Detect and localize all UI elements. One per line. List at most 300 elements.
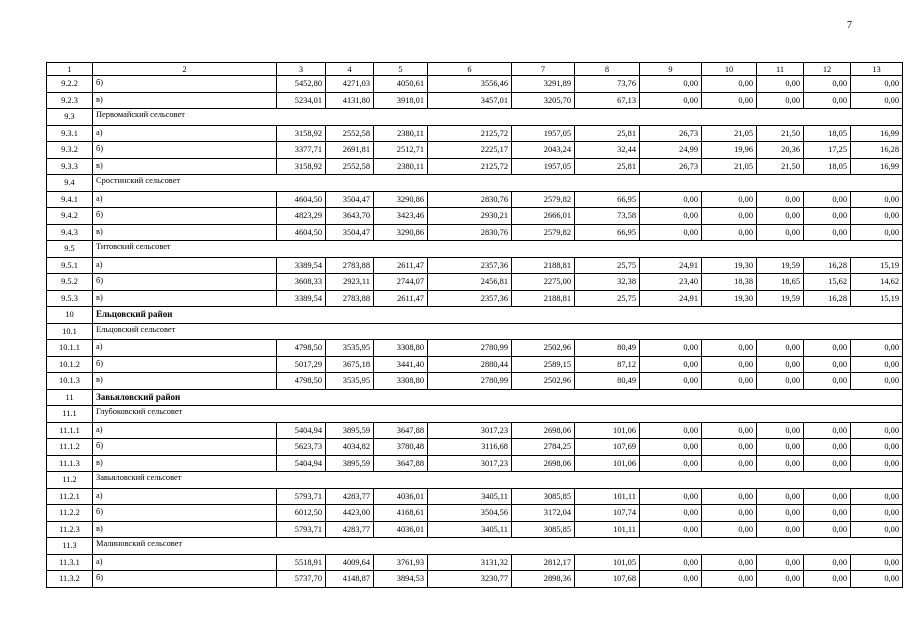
settlement-title: Ельцовский сельсовет xyxy=(93,323,903,340)
value-cell: 3085,85 xyxy=(512,521,575,538)
row-code: 9.4 xyxy=(47,175,93,192)
column-header: 4 xyxy=(326,63,374,76)
value-cell: 3535,95 xyxy=(326,373,374,390)
value-cell: 2357,36 xyxy=(428,290,512,307)
value-cell: 3761,93 xyxy=(374,554,428,571)
row-code: 9.4.3 xyxy=(47,224,93,241)
value-cell: 101,11 xyxy=(575,521,640,538)
row-code: 11.2.1 xyxy=(47,488,93,505)
settlement-row xyxy=(47,472,903,489)
value-cell: 0,00 xyxy=(851,521,903,538)
value-cell: 3535,95 xyxy=(326,340,374,357)
row-code: 11 xyxy=(47,389,93,406)
value-cell: 0,00 xyxy=(851,208,903,225)
value-cell: 2456,81 xyxy=(428,274,512,291)
page-number: 7 xyxy=(847,20,852,31)
row-code: 9.4.1 xyxy=(47,191,93,208)
value-cell: 3230,77 xyxy=(428,571,512,588)
value-cell: 101,06 xyxy=(575,422,640,439)
value-cell: 6012,50 xyxy=(277,505,326,522)
variant-label: а) xyxy=(93,340,277,357)
value-cell: 4036,01 xyxy=(374,521,428,538)
value-cell: 4798,50 xyxy=(277,373,326,390)
value-cell: 0,00 xyxy=(640,224,702,241)
value-cell: 101,11 xyxy=(575,488,640,505)
table-row xyxy=(47,158,903,175)
value-cell: 0,00 xyxy=(702,521,757,538)
value-cell: 16,28 xyxy=(804,257,851,274)
value-cell: 32,44 xyxy=(575,142,640,159)
value-cell: 5017,29 xyxy=(277,356,326,373)
row-code: 9.4.2 xyxy=(47,208,93,225)
value-cell: 66,95 xyxy=(575,224,640,241)
value-cell: 0,00 xyxy=(851,571,903,588)
value-cell: 15,19 xyxy=(851,290,903,307)
row-code: 11.3 xyxy=(47,538,93,555)
value-cell: 0,00 xyxy=(702,340,757,357)
value-cell: 0,00 xyxy=(804,571,851,588)
value-cell: 5452,80 xyxy=(277,76,326,93)
value-cell: 21,50 xyxy=(757,158,804,175)
value-cell: 19,96 xyxy=(702,142,757,159)
row-code: 9.2.3 xyxy=(47,92,93,109)
value-cell: 4034,82 xyxy=(326,439,374,456)
value-cell: 2125,72 xyxy=(428,158,512,175)
value-cell: 2552,58 xyxy=(326,125,374,142)
value-cell: 2780,99 xyxy=(428,373,512,390)
value-cell: 16,99 xyxy=(851,125,903,142)
table-body xyxy=(47,76,903,588)
value-cell: 14,62 xyxy=(851,274,903,291)
row-code: 11.1.1 xyxy=(47,422,93,439)
variant-label: в) xyxy=(93,521,277,538)
value-cell: 0,00 xyxy=(851,92,903,109)
value-cell: 21,05 xyxy=(702,158,757,175)
variant-label: б) xyxy=(93,76,277,93)
value-cell: 26,73 xyxy=(640,158,702,175)
variant-label: а) xyxy=(93,488,277,505)
value-cell: 0,00 xyxy=(640,439,702,456)
column-header: 7 xyxy=(512,63,575,76)
value-cell: 0,00 xyxy=(757,191,804,208)
value-cell: 3895,59 xyxy=(326,422,374,439)
value-cell: 80,49 xyxy=(575,373,640,390)
value-cell: 2512,71 xyxy=(374,142,428,159)
value-cell: 2666,01 xyxy=(512,208,575,225)
value-cell: 3405,11 xyxy=(428,488,512,505)
value-cell: 2691,81 xyxy=(326,142,374,159)
row-code: 10 xyxy=(47,307,93,324)
value-cell: 2784,25 xyxy=(512,439,575,456)
value-cell: 0,00 xyxy=(804,340,851,357)
value-cell: 0,00 xyxy=(757,373,804,390)
table-row xyxy=(47,76,903,93)
value-cell: 0,00 xyxy=(640,571,702,588)
value-cell: 0,00 xyxy=(851,76,903,93)
value-cell: 0,00 xyxy=(640,455,702,472)
value-cell: 0,00 xyxy=(702,76,757,93)
table-row xyxy=(47,224,903,241)
value-cell: 0,00 xyxy=(640,340,702,357)
value-cell: 0,00 xyxy=(757,571,804,588)
value-cell: 4131,80 xyxy=(326,92,374,109)
value-cell: 5623,73 xyxy=(277,439,326,456)
column-header: 6 xyxy=(428,63,512,76)
value-cell: 0,00 xyxy=(640,422,702,439)
value-cell: 2589,15 xyxy=(512,356,575,373)
value-cell: 18,38 xyxy=(702,274,757,291)
value-cell: 0,00 xyxy=(702,455,757,472)
value-cell: 2225,17 xyxy=(428,142,512,159)
value-cell: 3290,86 xyxy=(374,191,428,208)
value-cell: 0,00 xyxy=(640,505,702,522)
value-cell: 2830,76 xyxy=(428,191,512,208)
settlement-title: Сростинский сельсовет xyxy=(93,175,903,192)
value-cell: 0,00 xyxy=(851,373,903,390)
value-cell: 25,81 xyxy=(575,125,640,142)
value-cell: 0,00 xyxy=(804,76,851,93)
table-row xyxy=(47,554,903,571)
value-cell: 0,00 xyxy=(851,224,903,241)
value-cell: 3205,70 xyxy=(512,92,575,109)
value-cell: 2357,36 xyxy=(428,257,512,274)
value-cell: 0,00 xyxy=(640,488,702,505)
value-cell: 2783,88 xyxy=(326,290,374,307)
row-code: 11.3.2 xyxy=(47,571,93,588)
value-cell: 0,00 xyxy=(702,191,757,208)
value-cell: 0,00 xyxy=(702,92,757,109)
value-cell: 23,40 xyxy=(640,274,702,291)
value-cell: 0,00 xyxy=(640,191,702,208)
table-row xyxy=(47,257,903,274)
value-cell: 2380,11 xyxy=(374,125,428,142)
value-cell: 3308,80 xyxy=(374,373,428,390)
value-cell: 0,00 xyxy=(851,488,903,505)
value-cell: 2125,72 xyxy=(428,125,512,142)
value-cell: 3504,47 xyxy=(326,224,374,241)
value-cell: 107,68 xyxy=(575,571,640,588)
row-code: 9.3.3 xyxy=(47,158,93,175)
settlement-title: Первомайский сельсовет xyxy=(93,109,903,126)
value-cell: 66,95 xyxy=(575,191,640,208)
value-cell: 2830,76 xyxy=(428,224,512,241)
value-cell: 0,00 xyxy=(640,208,702,225)
column-header: 1 xyxy=(47,63,93,76)
variant-label: в) xyxy=(93,373,277,390)
value-cell: 0,00 xyxy=(804,422,851,439)
value-cell: 3423,46 xyxy=(374,208,428,225)
value-cell: 25,75 xyxy=(575,290,640,307)
value-cell: 3377,71 xyxy=(277,142,326,159)
settlement-row xyxy=(47,109,903,126)
value-cell: 3158,92 xyxy=(277,158,326,175)
value-cell: 0,00 xyxy=(757,208,804,225)
value-cell: 20,36 xyxy=(757,142,804,159)
value-cell: 3308,80 xyxy=(374,340,428,357)
value-cell: 3504,56 xyxy=(428,505,512,522)
value-cell: 4050,61 xyxy=(374,76,428,93)
value-cell: 0,00 xyxy=(702,356,757,373)
variant-label: б) xyxy=(93,356,277,373)
value-cell: 4604,50 xyxy=(277,224,326,241)
value-cell: 0,00 xyxy=(757,455,804,472)
column-header: 12 xyxy=(804,63,851,76)
settlement-row xyxy=(47,241,903,258)
variant-label: а) xyxy=(93,257,277,274)
district-row xyxy=(47,389,903,406)
value-cell: 101,06 xyxy=(575,455,640,472)
value-cell: 101,05 xyxy=(575,554,640,571)
value-cell: 67,13 xyxy=(575,92,640,109)
variant-label: в) xyxy=(93,92,277,109)
value-cell: 0,00 xyxy=(757,505,804,522)
table-row xyxy=(47,290,903,307)
row-code: 9.5 xyxy=(47,241,93,258)
value-cell: 2898,36 xyxy=(512,571,575,588)
value-cell: 2783,88 xyxy=(326,257,374,274)
table-row xyxy=(47,274,903,291)
value-cell: 0,00 xyxy=(640,92,702,109)
variant-label: в) xyxy=(93,290,277,307)
settlement-title: Завьяловский сельсовет xyxy=(93,472,903,489)
row-code: 10.1 xyxy=(47,323,93,340)
district-row xyxy=(47,307,903,324)
column-header: 5 xyxy=(374,63,428,76)
value-cell: 3158,92 xyxy=(277,125,326,142)
settlement-title: Титовский сельсовет xyxy=(93,241,903,258)
value-cell: 2812,17 xyxy=(512,554,575,571)
row-code: 11.2 xyxy=(47,472,93,489)
value-cell: 0,00 xyxy=(702,224,757,241)
settlement-title: Малиновский сельсовет xyxy=(93,538,903,555)
value-cell: 4283,77 xyxy=(326,488,374,505)
value-cell: 3389,54 xyxy=(277,290,326,307)
value-cell: 3780,48 xyxy=(374,439,428,456)
value-cell: 3647,88 xyxy=(374,422,428,439)
table-row xyxy=(47,488,903,505)
value-cell: 0,00 xyxy=(757,76,804,93)
value-cell: 19,30 xyxy=(702,290,757,307)
column-header: 10 xyxy=(702,63,757,76)
value-cell: 0,00 xyxy=(804,554,851,571)
value-cell: 0,00 xyxy=(804,521,851,538)
value-cell: 4036,01 xyxy=(374,488,428,505)
value-cell: 2380,11 xyxy=(374,158,428,175)
value-cell: 21,05 xyxy=(702,125,757,142)
value-cell: 0,00 xyxy=(851,439,903,456)
table-row xyxy=(47,505,903,522)
value-cell: 0,00 xyxy=(851,340,903,357)
settlement-title: Глубоковский сельсовет xyxy=(93,406,903,423)
settlement-row xyxy=(47,175,903,192)
value-cell: 1957,05 xyxy=(512,125,575,142)
table-row xyxy=(47,92,903,109)
variant-label: а) xyxy=(93,125,277,142)
table-row xyxy=(47,191,903,208)
variant-label: б) xyxy=(93,208,277,225)
value-cell: 17,25 xyxy=(804,142,851,159)
value-cell: 3608,33 xyxy=(277,274,326,291)
value-cell: 3116,68 xyxy=(428,439,512,456)
settlement-row xyxy=(47,323,903,340)
value-cell: 0,00 xyxy=(851,505,903,522)
value-cell: 5234,01 xyxy=(277,92,326,109)
value-cell: 0,00 xyxy=(757,554,804,571)
variant-label: б) xyxy=(93,505,277,522)
value-cell: 0,00 xyxy=(640,554,702,571)
value-cell: 5793,71 xyxy=(277,521,326,538)
value-cell: 3017,23 xyxy=(428,422,512,439)
row-code: 9.3.1 xyxy=(47,125,93,142)
value-cell: 0,00 xyxy=(757,439,804,456)
value-cell: 87,12 xyxy=(575,356,640,373)
column-header: 2 xyxy=(93,63,277,76)
value-cell: 2188,81 xyxy=(512,290,575,307)
value-cell: 2698,06 xyxy=(512,422,575,439)
value-cell: 0,00 xyxy=(851,455,903,472)
value-cell: 18,65 xyxy=(757,274,804,291)
variant-label: в) xyxy=(93,455,277,472)
value-cell: 73,76 xyxy=(575,76,640,93)
value-cell: 4009,64 xyxy=(326,554,374,571)
row-code: 10.1.3 xyxy=(47,373,93,390)
value-cell: 3290,86 xyxy=(374,224,428,241)
district-title: Завьяловский район xyxy=(93,389,903,406)
value-cell: 4283,77 xyxy=(326,521,374,538)
value-cell: 19,30 xyxy=(702,257,757,274)
value-cell: 2502,96 xyxy=(512,340,575,357)
value-cell: 3457,01 xyxy=(428,92,512,109)
value-cell: 19,59 xyxy=(757,257,804,274)
row-code: 9.5.2 xyxy=(47,274,93,291)
value-cell: 0,00 xyxy=(757,224,804,241)
row-code: 11.2.3 xyxy=(47,521,93,538)
value-cell: 0,00 xyxy=(757,340,804,357)
value-cell: 24,91 xyxy=(640,257,702,274)
variant-label: б) xyxy=(93,571,277,588)
value-cell: 1957,05 xyxy=(512,158,575,175)
value-cell: 3017,23 xyxy=(428,455,512,472)
variant-label: а) xyxy=(93,422,277,439)
value-cell: 2611,47 xyxy=(374,290,428,307)
variant-label: б) xyxy=(93,142,277,159)
tariff-table xyxy=(46,62,903,588)
value-cell: 0,00 xyxy=(757,356,804,373)
value-cell: 2744,07 xyxy=(374,274,428,291)
value-cell: 0,00 xyxy=(757,488,804,505)
value-cell: 3643,70 xyxy=(326,208,374,225)
value-cell: 4148,87 xyxy=(326,571,374,588)
value-cell: 0,00 xyxy=(804,439,851,456)
value-cell: 0,00 xyxy=(702,488,757,505)
value-cell: 0,00 xyxy=(804,92,851,109)
table-row xyxy=(47,439,903,456)
value-cell: 0,00 xyxy=(851,422,903,439)
value-cell: 2043,24 xyxy=(512,142,575,159)
value-cell: 16,28 xyxy=(804,290,851,307)
variant-label: б) xyxy=(93,274,277,291)
table-row xyxy=(47,373,903,390)
row-code: 9.5.3 xyxy=(47,290,93,307)
value-cell: 4271,03 xyxy=(326,76,374,93)
value-cell: 0,00 xyxy=(804,488,851,505)
value-cell: 80,49 xyxy=(575,340,640,357)
value-cell: 0,00 xyxy=(702,505,757,522)
value-cell: 0,00 xyxy=(640,373,702,390)
value-cell: 15,19 xyxy=(851,257,903,274)
row-code: 11.1.2 xyxy=(47,439,93,456)
column-header: 13 xyxy=(851,63,903,76)
value-cell: 3291,89 xyxy=(512,76,575,93)
value-cell: 3389,54 xyxy=(277,257,326,274)
table-row xyxy=(47,521,903,538)
value-cell: 107,69 xyxy=(575,439,640,456)
value-cell: 2579,82 xyxy=(512,224,575,241)
settlement-row xyxy=(47,406,903,423)
value-cell: 3504,47 xyxy=(326,191,374,208)
value-cell: 26,73 xyxy=(640,125,702,142)
value-cell: 3556,46 xyxy=(428,76,512,93)
row-code: 9.5.1 xyxy=(47,257,93,274)
table-row xyxy=(47,142,903,159)
column-header: 8 xyxy=(575,63,640,76)
value-cell: 25,75 xyxy=(575,257,640,274)
value-cell: 25,81 xyxy=(575,158,640,175)
value-cell: 2275,00 xyxy=(512,274,575,291)
row-code: 11.1.3 xyxy=(47,455,93,472)
value-cell: 2780,99 xyxy=(428,340,512,357)
value-cell: 4798,50 xyxy=(277,340,326,357)
value-cell: 3647,88 xyxy=(374,455,428,472)
value-cell: 32,38 xyxy=(575,274,640,291)
value-cell: 5737,70 xyxy=(277,571,326,588)
row-code: 11.3.1 xyxy=(47,554,93,571)
value-cell: 4168,61 xyxy=(374,505,428,522)
value-cell: 0,00 xyxy=(804,373,851,390)
row-code: 10.1.2 xyxy=(47,356,93,373)
row-code: 9.3 xyxy=(47,109,93,126)
value-cell: 5793,71 xyxy=(277,488,326,505)
value-cell: 2930,21 xyxy=(428,208,512,225)
value-cell: 0,00 xyxy=(702,554,757,571)
value-cell: 0,00 xyxy=(804,224,851,241)
value-cell: 3405,11 xyxy=(428,521,512,538)
value-cell: 3172,04 xyxy=(512,505,575,522)
column-header: 3 xyxy=(277,63,326,76)
value-cell: 0,00 xyxy=(804,356,851,373)
value-cell: 0,00 xyxy=(640,356,702,373)
value-cell: 3441,40 xyxy=(374,356,428,373)
value-cell: 2552,58 xyxy=(326,158,374,175)
value-cell: 0,00 xyxy=(702,208,757,225)
table-row xyxy=(47,340,903,357)
value-cell: 2923,11 xyxy=(326,274,374,291)
column-header: 11 xyxy=(757,63,804,76)
value-cell: 0,00 xyxy=(702,571,757,588)
value-cell: 0,00 xyxy=(757,92,804,109)
value-cell: 18,05 xyxy=(804,158,851,175)
value-cell: 3131,32 xyxy=(428,554,512,571)
value-cell: 0,00 xyxy=(851,191,903,208)
value-cell: 4423,00 xyxy=(326,505,374,522)
header-row xyxy=(47,63,903,76)
district-title: Ельцовский район xyxy=(93,307,903,324)
variant-label: в) xyxy=(93,224,277,241)
value-cell: 3895,59 xyxy=(326,455,374,472)
variant-label: а) xyxy=(93,191,277,208)
table-row xyxy=(47,455,903,472)
value-cell: 0,00 xyxy=(702,373,757,390)
